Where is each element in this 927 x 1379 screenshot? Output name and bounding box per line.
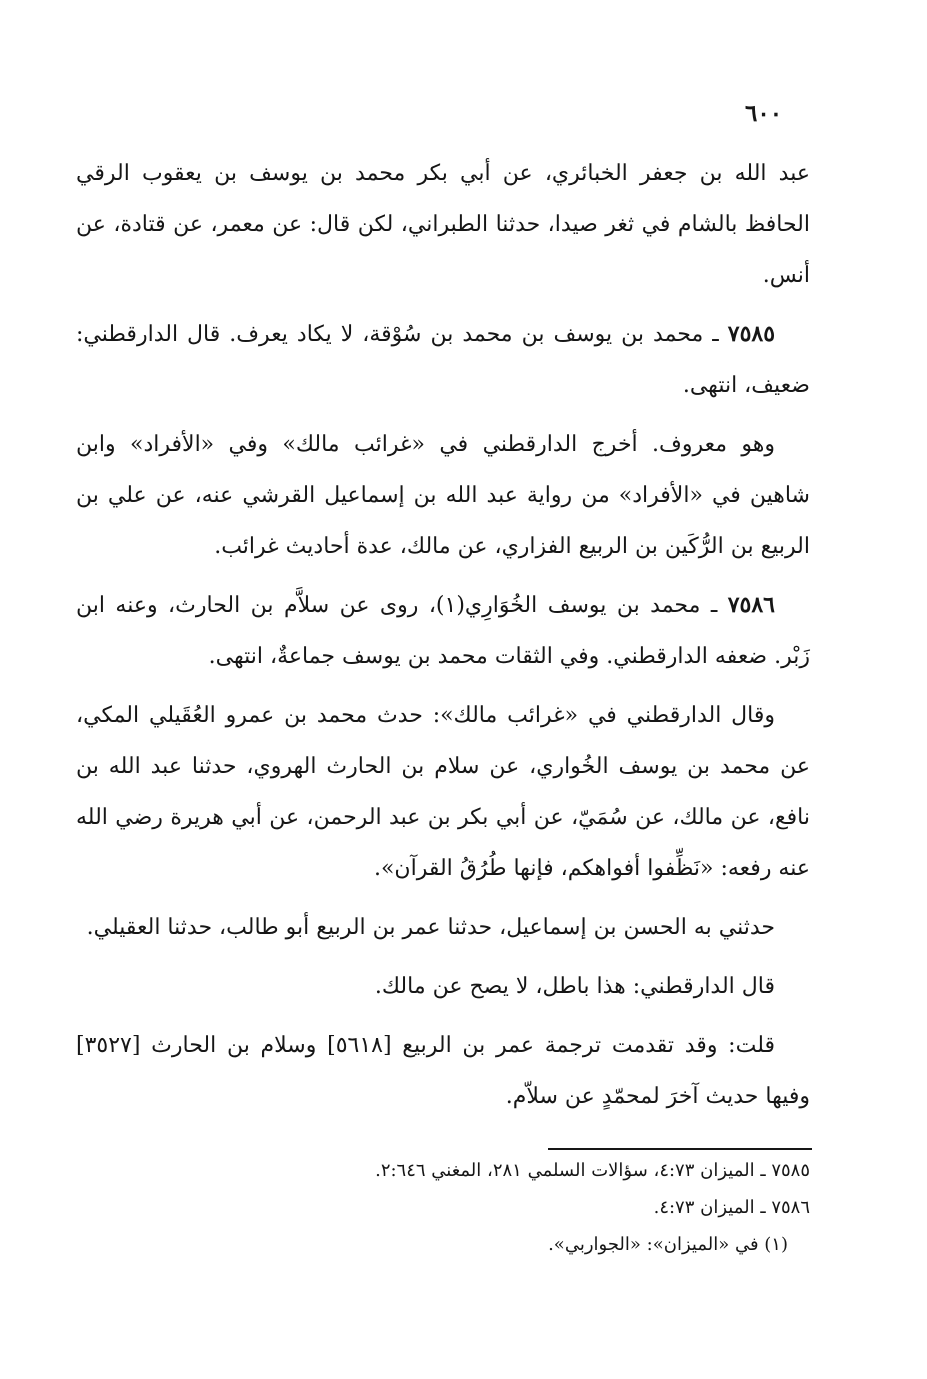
footnote: ٧٥٨٥ ـ الميزان ٤:٧٣، سؤالات السلمي ٢٨١، المغني ٢:٦٤٦. <box>375 1160 810 1181</box>
page-number: ٦٠٠ <box>745 100 783 127</box>
footnote: ٧٥٨٦ ـ الميزان ٤:٧٣. <box>653 1197 810 1218</box>
paragraph: قلت: وقد تقدمت ترجمة عمر بن الربيع [٥٦١٨] وسلام بن الحارث [٣٥٢٧] وفيها حديث آخرَ لمحمّدٍ عن سلاّم. <box>76 1033 810 1109</box>
main-text <box>76 148 810 1130</box>
paragraph: وقال الدارقطني في «غرائب مالك»: حدث محمد بن عمرو العُقَيلي المكي، عن محمد بن يوسف الخُواري، عن سلام بن الحارث الهروي، حدثنا عبد الله بن نافع، عن مالك، عن سُمَيّ، عن أبي بكر بن عبد الرحمن، عن أبي هريرة رضي الله عنه رفعه: «نَظِّفوا أفواهكم، فإنها طُرُقُ القرآن». <box>76 703 811 881</box>
entry-number: ٧٥٨٦ <box>727 592 775 618</box>
paragraph: قال الدارقطني: هذا باطل، لا يصح عن مالك. <box>374 974 775 999</box>
paragraph: حدثني به الحسن بن إسماعيل، حدثنا عمر بن الربيع أبو طالب، حدثنا العقيلي. <box>86 915 775 940</box>
paragraph: عبد الله بن جعفر الخبائري، عن أبي بكر محمد بن يوسف بن يعقوب الرقي الحافظ بالشام في ثغر صيدا، حدثنا الطبراني، لكن قال: عن معمر، عن قتادة، عن أنس. <box>76 161 811 288</box>
footnote: (١) في «الميزان»: «الجواربي». <box>548 1234 788 1255</box>
entry-7586 <box>76 580 810 682</box>
footnotes <box>120 1152 810 1263</box>
entry-text: ـ محمد بن يوسف بن محمد بن سُوْقة، لا يكاد يعرف. قال الدارقطني: ضعيف، انتهى. <box>76 322 810 398</box>
paragraph: وهو معروف. أخرج الدارقطني في «غرائب مالك» وفي «الأفراد» وابن شاهين في «الأفراد» من رواية عبد الله بن إسماعيل القرشي عنه، عن علي بن الربيع بن الرُّكَين بن الربيع الفزاري، عن مالك، عدة أحاديث غرائب. <box>76 432 810 559</box>
footnote-divider <box>548 1148 812 1150</box>
entry-7585 <box>76 309 810 411</box>
entry-text: ـ محمد بن يوسف الخُوَارِي(١)، روى عن سلاَّم بن الحارث، وعنه ابن زَبْر. ضعفه الدارقطني. وفي الثقات محمد بن يوسف جماعةٌ، انتهى. <box>76 593 810 669</box>
entry-number: ٧٥٨٥ <box>727 321 776 347</box>
